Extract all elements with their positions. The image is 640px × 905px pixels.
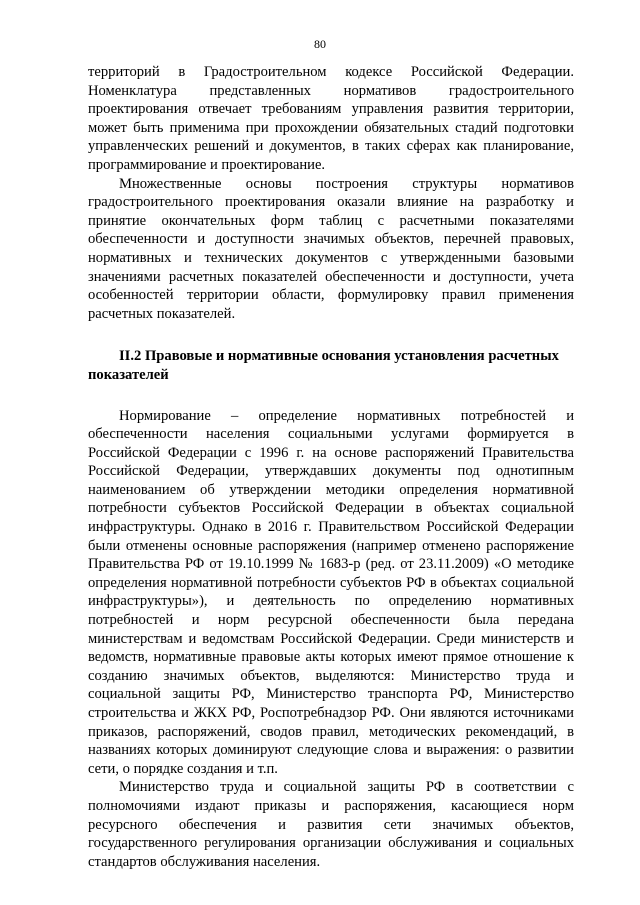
page-body xyxy=(88,63,574,871)
page-number: 80 xyxy=(314,37,326,51)
heading-spacer xyxy=(88,385,574,407)
paragraph-normalization: Нормирование – определение нормативных потребностей и обеспеченности населения социальными услугами формируется в Российской Федерации с 1996 г. на основе распоряжений Правительства Российской Федерации, утверждавших документы под однотипным наименованием об утверждении методики определения нормативной потребности субъектов Российской Федерации в объектах социальной инфраструктуры. Однако в 2016 г. Правительством Российской Федерации были отменены основные распоряжения (например отменено распоряжение Правительства РФ от 19.10.1999 № 1683-р (ред. от 23.11.2009) «О методике определения нормативной потребности субъектов РФ в объектах социальной инфраструктуры»), и деятельность по определению нормативных потребностей и норм ресурсной обеспеченности была передана министерствам и ведомствам Российской Федерации. Среди министерств и ведомств, нормативные правовые акты которых имеют прямое отношение к созданию значимых объектов, выделяются: Министерство труда и социальной защиты РФ, Министерство транспорта РФ, Министерство строительства и ЖКХ РФ, Роспотребнадзор РФ. Они являются источниками приказов, распоряжений, сводов правил, методических рекомендаций, в названиях которых доминируют следующие слова и выражения: о развитии сети, о порядке создания и т.п. xyxy=(88,407,574,777)
paragraph-structure-basis: Множественные основы построения структуры нормативов градостроительного проектирования оказали влияние на разработку и принятие окончательных форм таблиц с расчетными показателями обеспеченности и доступности значимых объектов, перечней правовых, нормативных и технических документов с утвержденными базовыми значениями расчетных показателей обеспеченности и доступности, учета особенностей территории области, формулировку правил применения расчетных показателей. xyxy=(88,175,574,322)
section-heading: II.2 Правовые и нормативные основания установления расчетных показателей xyxy=(88,348,559,383)
paragraph-ministry-labor: Министерство труда и социальной защиты РФ в соответствии с полномочиями издают приказы и распоряжения, касающиеся норм ресурсного обеспечения и развития сети значимых объектов, государственного регулирования организации обслуживания и социальных стандартов обслуживания населения. xyxy=(88,779,574,870)
paragraph-continuation: территорий в Градостроительном кодексе Российской Федерации. Номенклатура представленных нормативов градостроительного проектирования отвечает требованиям управления развития территории, может быть применима при прохождении обязательных стадий подготовки управленческих решений и документов, в таких сферах как планирование, программирование и проектирование. xyxy=(88,64,574,173)
